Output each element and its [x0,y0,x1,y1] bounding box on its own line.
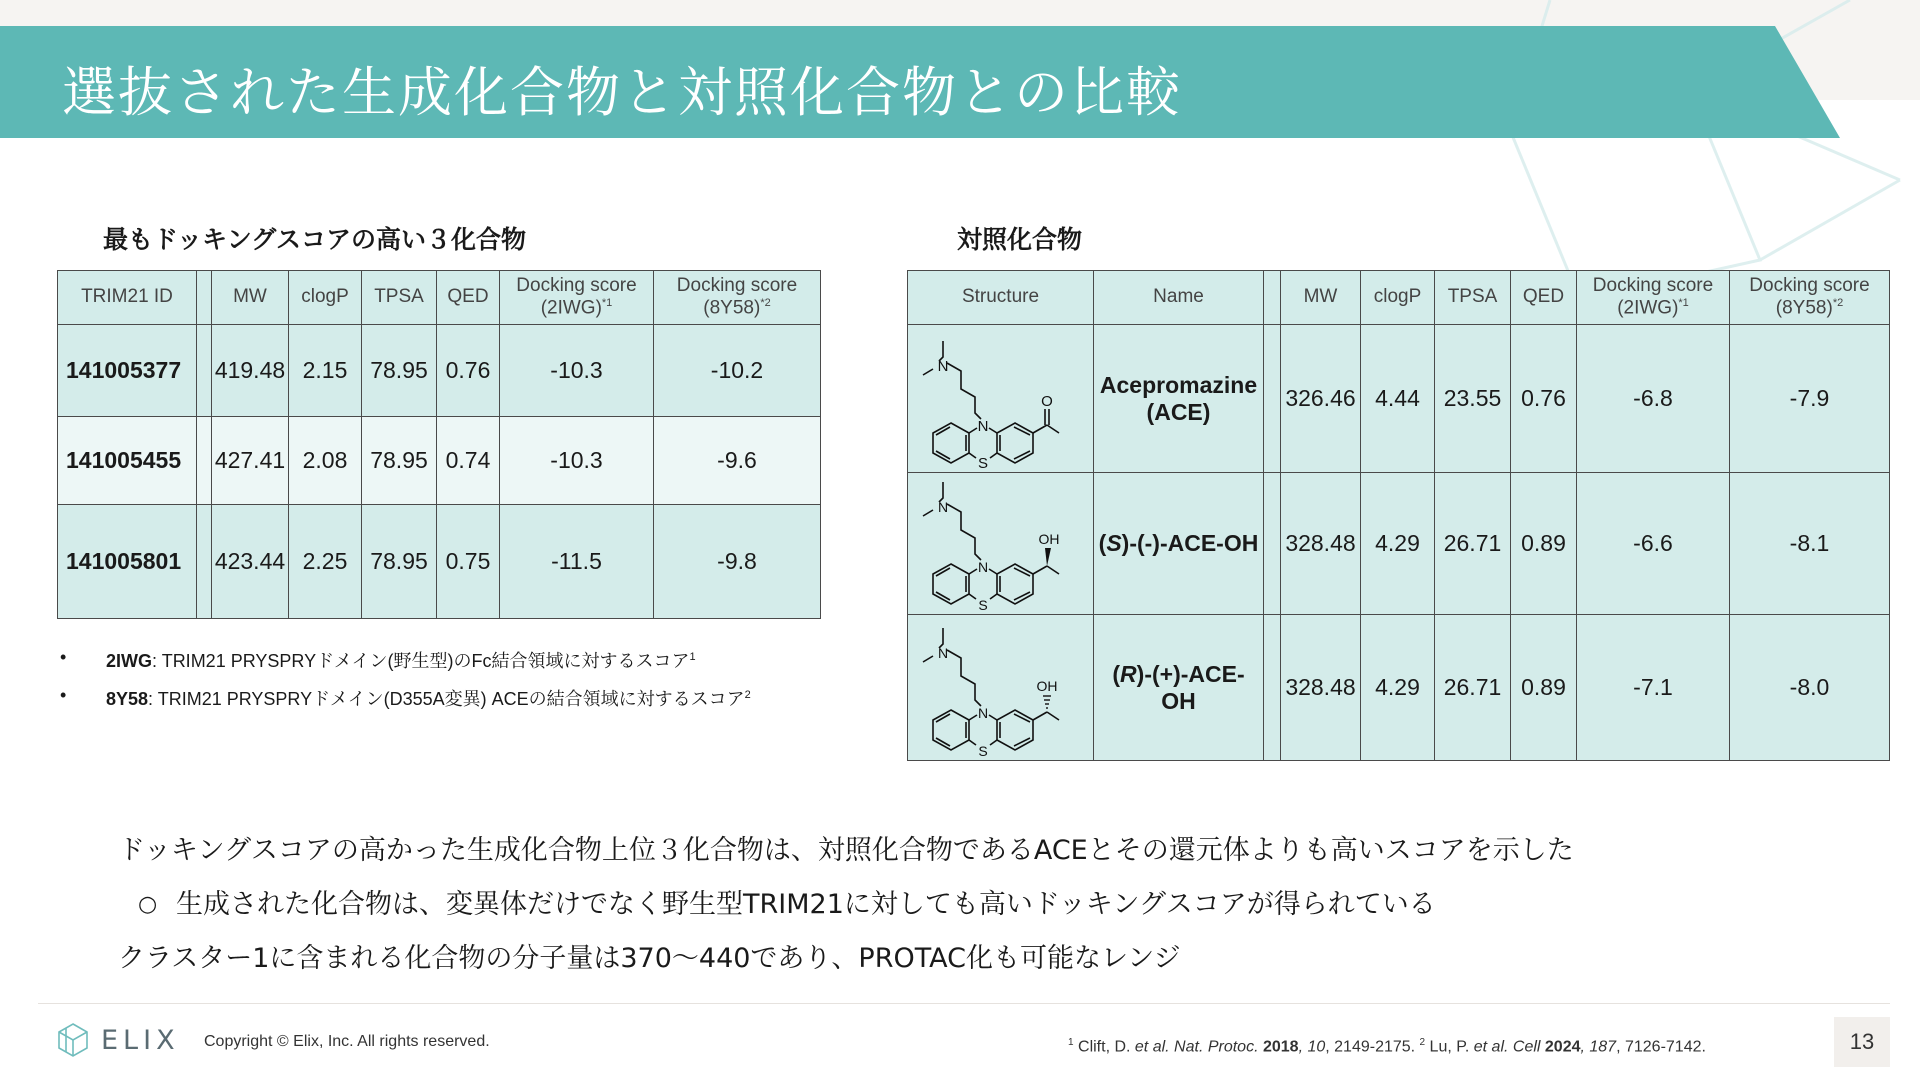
circle-bullet-icon: ○ [138,892,158,917]
atom-label-n: N [937,498,948,515]
dock-2iwg-value: -7.1 [1577,615,1730,761]
clogp-value: 2.15 [289,325,362,417]
summary-text [118,830,1574,992]
atom-label-s: S [977,454,988,469]
dock-2iwg-value: -6.8 [1577,325,1730,473]
footnote-item: • 2IWG: TRIM21 PRYSPRYドメイン(野生型)のFc結合領域に対するスコア$^1$ [58,640,751,678]
col-spacer [1264,473,1281,615]
col-header-dock-8y58: Docking score $(8Y58)^{*2}$ [654,271,821,325]
elix-logo [55,1022,180,1058]
dock-8y58-value: -9.8 [654,505,821,619]
atom-label-n: N [977,417,988,435]
clogp-value: 2.25 [289,505,362,619]
compound-name: (R)-(+)-ACE- OH [1094,615,1264,761]
col-header-mw: MW [1281,271,1361,325]
dock-2iwg-value: -10.3 [500,417,654,505]
qed-value: 0.89 [1511,473,1577,615]
col-header-tpsa: TPSA [362,271,437,325]
atom-label-n: N [937,357,948,375]
s-ace-oh-structure-image [913,476,1089,612]
compound-name: (S)-(-)-ACE-OH [1094,473,1264,615]
tpsa-value: 78.95 [362,325,437,417]
dock-2iwg-value: -11.5 [500,505,654,619]
wedge-bond [1045,548,1051,566]
col-header-dock-8y58: Docking score $(8Y58)^{*2}$ [1730,271,1890,325]
compound-id: 141005377 [58,325,197,417]
col-spacer [1264,615,1281,761]
col-spacer [1264,271,1281,325]
qed-value: 0.76 [437,325,500,417]
tpsa-value: 26.71 [1435,615,1511,761]
structure-r-ace-oh [908,615,1094,761]
table-row [908,473,1890,615]
control-compounds-table [907,270,1890,761]
r-ace-oh-structure-image [913,618,1089,758]
table-row [908,615,1890,761]
col-header-mw: MW [212,271,289,325]
atom-label-n: N [937,644,948,661]
col-header-name: Name [1094,271,1264,325]
dock-8y58-value: -8.1 [1730,473,1890,615]
mw-value: 423.44 [212,505,289,619]
col-header-structure: Structure [908,271,1094,325]
col-spacer [197,325,212,417]
compound-id: 141005455 [58,417,197,505]
elix-logo-mark-icon [55,1022,91,1058]
tpsa-value: 26.71 [1435,473,1511,615]
clogp-value: 4.44 [1361,325,1435,473]
left-section-heading: 最もドッキングスコアの高い３化合物 [103,225,527,254]
col-spacer [1264,325,1281,473]
hashed-wedge-bond [1043,696,1051,708]
col-spacer [197,505,212,619]
dock-2iwg-value: -6.6 [1577,473,1730,615]
footnote-list [58,640,751,716]
col-header-qed: QED [437,271,500,325]
col-header-clogp: clogP [289,271,362,325]
logo-wordmark: ELIX [101,1024,180,1056]
references: $^1$ Clift, D. et al. Nat. Protoc. 2018, 10, 2149-2175. $^2$ Lu, P. et al. Cell 2024, 187, 7126-7142. [1068,1037,1706,1056]
structure-s-ace-oh [908,473,1094,615]
dock-8y58-value: -9.6 [654,417,821,505]
dock-8y58-value: -10.2 [654,325,821,417]
mw-value: 328.48 [1281,615,1361,761]
col-header-id: TRIM21 ID [58,271,197,325]
col-header-dock-2iwg: Docking score $(2IWG)^{*1}$ [1577,271,1730,325]
mw-value: 326.46 [1281,325,1361,473]
table-header-row [908,271,1890,325]
footer-divider [38,1003,1890,1004]
tpsa-value: 23.55 [1435,325,1511,473]
col-header-dock-2iwg: Docking score $(2IWG)^{*1}$ [500,271,654,325]
clogp-value: 4.29 [1361,473,1435,615]
compound-id: 141005801 [58,505,197,619]
col-spacer [197,271,212,325]
mw-value: 419.48 [212,325,289,417]
mw-value: 328.48 [1281,473,1361,615]
atom-label-oh: OH [1038,530,1059,547]
atom-label-n: N [977,704,988,721]
dock-2iwg-value: -10.3 [500,325,654,417]
atom-label-s: S [977,742,988,758]
col-spacer [197,417,212,505]
page-number: 13 [1834,1017,1890,1067]
acepromazine-structure-image [913,329,1089,469]
qed-value: 0.76 [1511,325,1577,473]
table-row [58,325,821,417]
slide-title: 選抜された生成化合物と対照化合物との比較 [62,61,1182,124]
clogp-value: 4.29 [1361,615,1435,761]
structure-acepromazine [908,325,1094,473]
clogp-value: 2.08 [289,417,362,505]
compound-name: Acepromazine (ACE) [1094,325,1264,473]
mw-value: 427.41 [212,417,289,505]
qed-value: 0.74 [437,417,500,505]
tpsa-value: 78.95 [362,505,437,619]
atom-label-oh: OH [1036,677,1057,694]
table-row [58,417,821,505]
footnote-item: • 8Y58: TRIM21 PRYSPRYドメイン(D355A変異) ACEの結合領域に対するスコア$^2$ [58,678,751,716]
atom-label-n: N [977,558,988,575]
table-row [58,505,821,619]
copyright-text: Copyright © Elix, Inc. All rights reserved. [204,1033,490,1050]
table-header-row [58,271,821,325]
qed-value: 0.75 [437,505,500,619]
qed-value: 0.89 [1511,615,1577,761]
dock-8y58-value: -8.0 [1730,615,1890,761]
table-row [908,325,1890,473]
tpsa-value: 78.95 [362,417,437,505]
atom-label-o: O [1040,392,1053,410]
col-header-qed: QED [1511,271,1577,325]
summary-line-3: クラスター1に含まれる化合物の分子量は370〜440であり、PROTAC化も可能なレンジ [118,943,1181,974]
atom-label-s: S [977,596,988,612]
right-section-heading: 対照化合物 [957,225,1083,254]
summary-sub-bullet: ○ 生成された化合物は、変異体だけでなく野生型TRIM21に対しても高いドッキングスコアが得られている [118,884,1574,938]
dock-8y58-value: -7.9 [1730,325,1890,473]
col-header-clogp: clogP [1361,271,1435,325]
top-compounds-table [57,270,821,619]
summary-line-1: ドッキングスコアの高かった生成化合物上位３化合物は、対照化合物であるACEとその還元体よりも高いスコアを示した [118,835,1574,866]
col-header-tpsa: TPSA [1435,271,1511,325]
